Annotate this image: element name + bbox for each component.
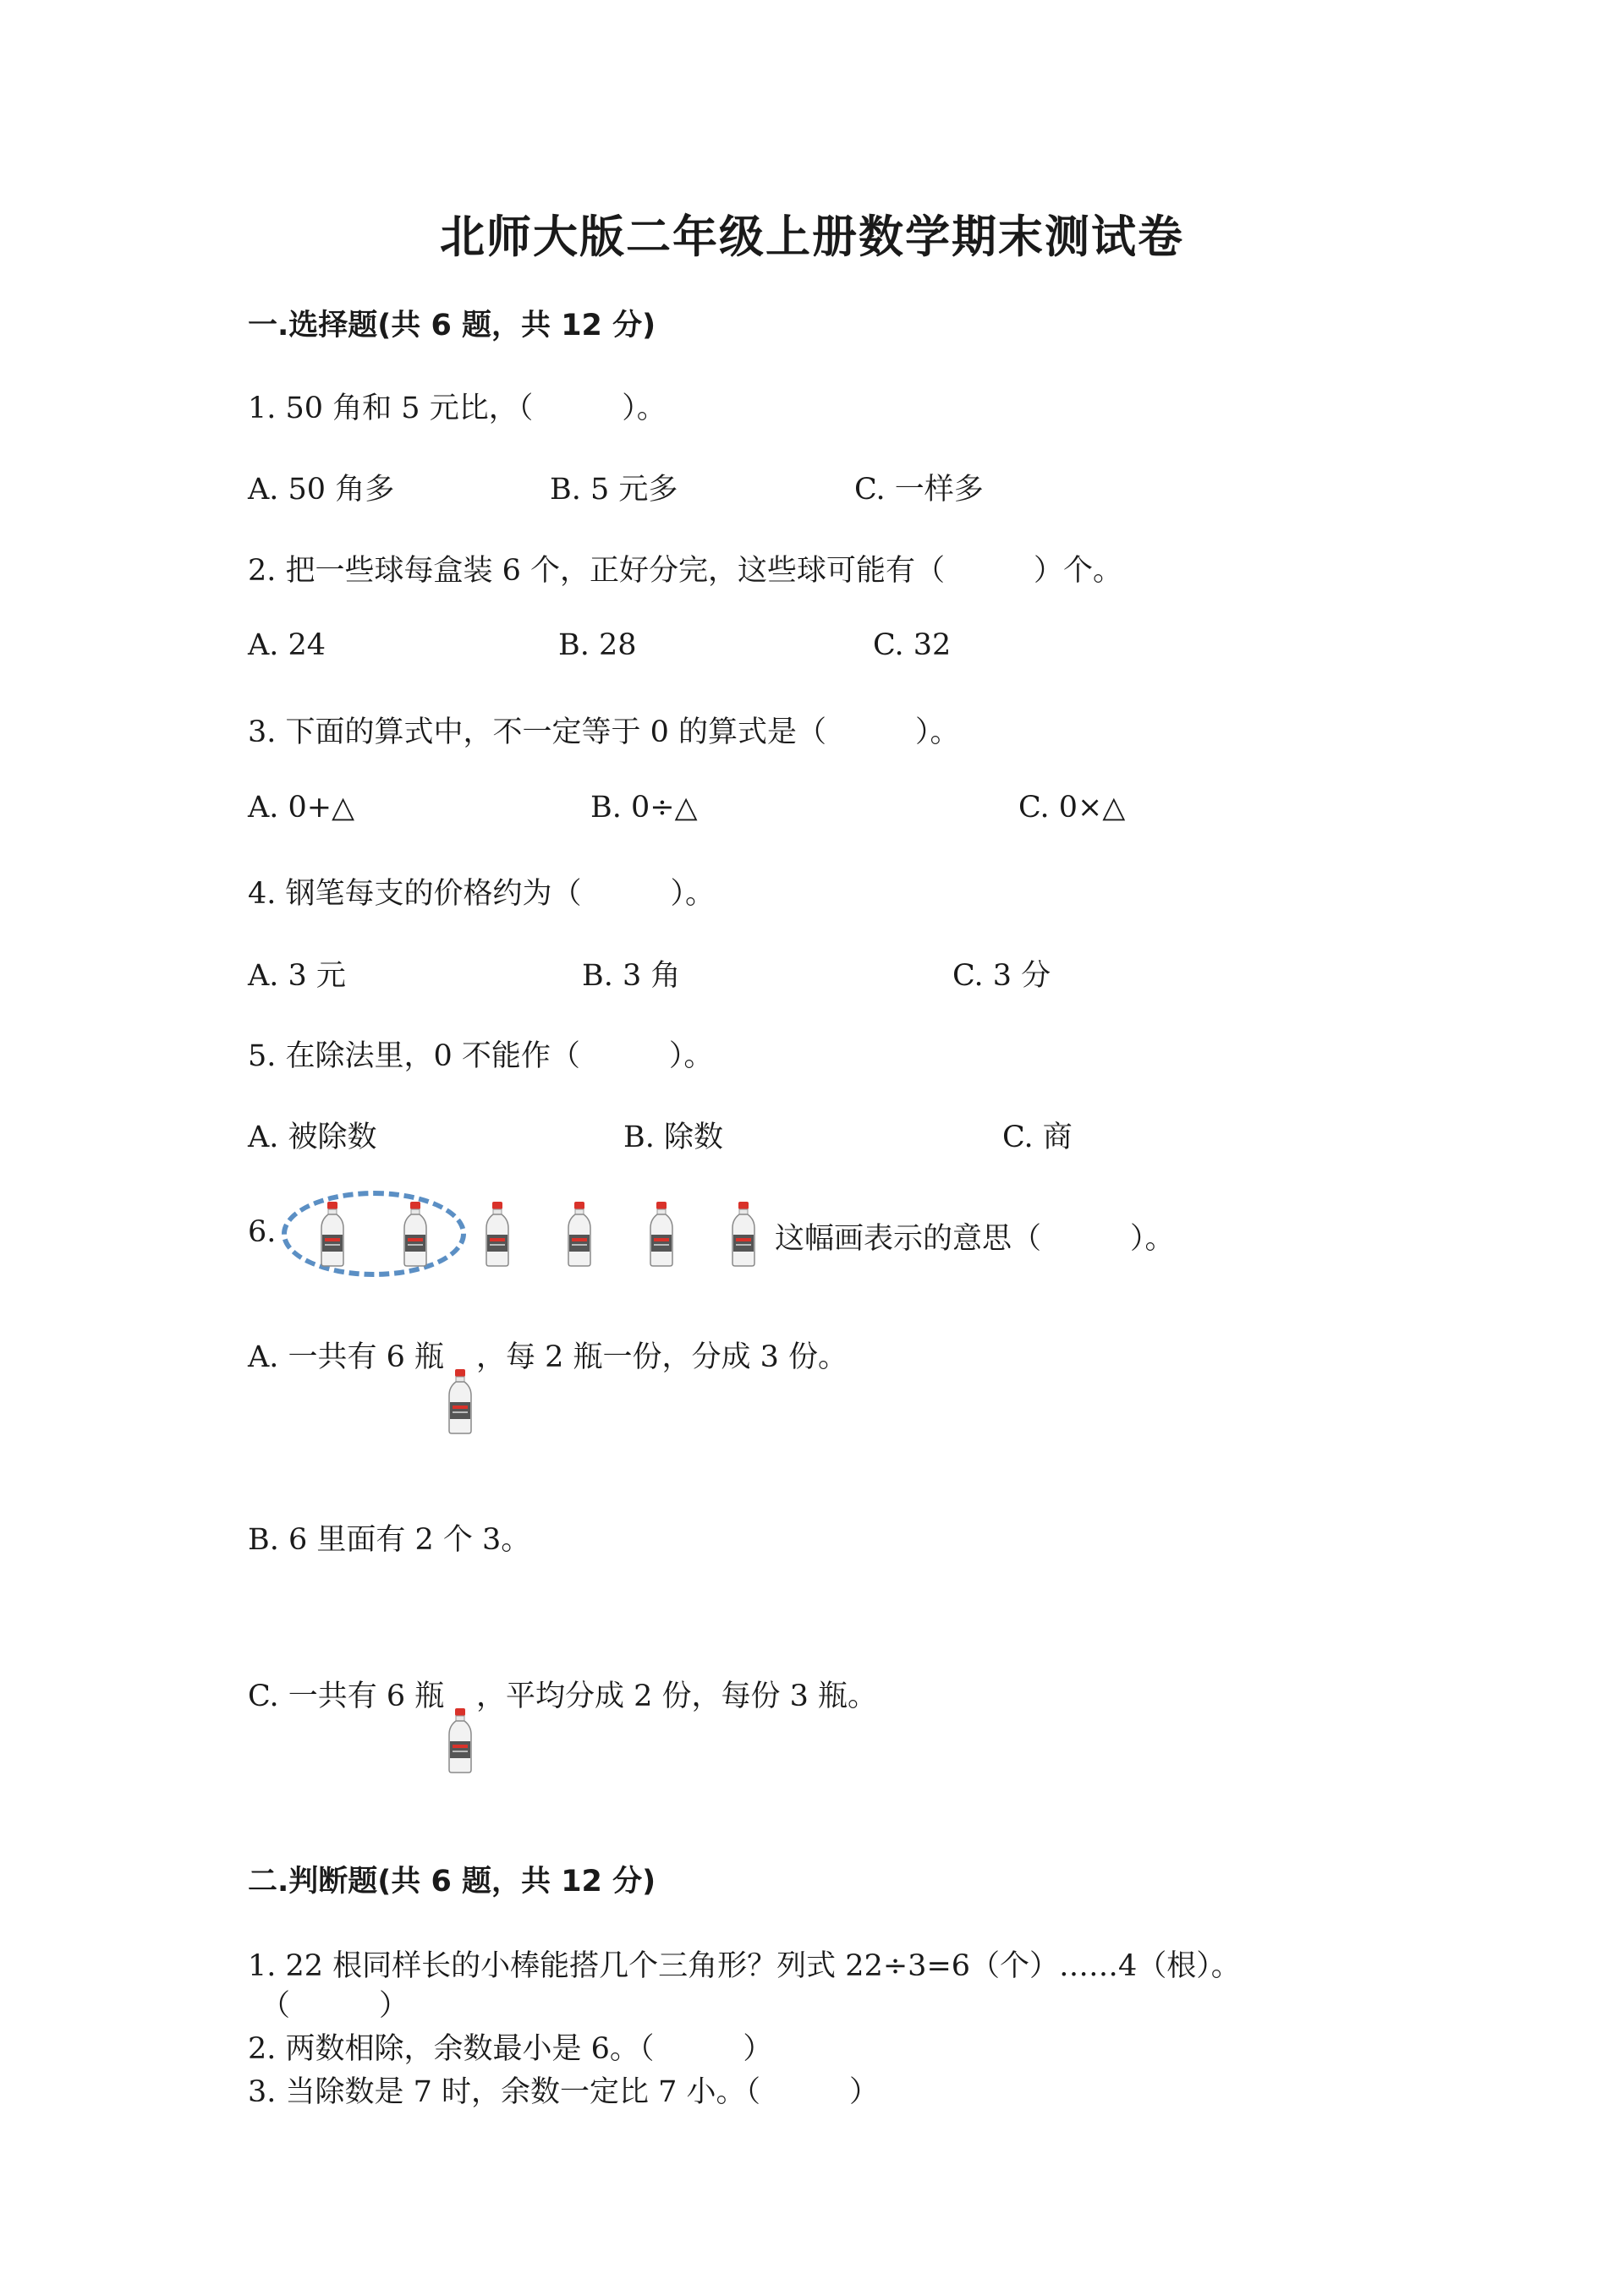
judgement-1: 1. 22 根同样长的小棒能搭几个三角形？列式 22÷3=6（个）……4（根）。	[248, 1949, 1241, 1983]
water-bottle-icon	[565, 1201, 594, 1267]
water-bottle-icon	[318, 1201, 347, 1267]
question-5-option-b: B. 除数	[623, 1121, 723, 1154]
question-6-number: 6.	[248, 1215, 277, 1249]
question-6-option-c-end: ，平均分成 2 份，每份 3 瓶。	[476, 1680, 878, 1713]
question-6-option-b: B. 6 里面有 2 个 3。	[248, 1523, 531, 1557]
question-2-option-b: B. 28	[558, 628, 637, 662]
question-4-option-b: B. 3 角	[582, 959, 681, 993]
question-6-option-a-start: A. 一共有 6 瓶	[248, 1340, 445, 1374]
question-3-option-b: B. 0÷△	[590, 791, 698, 825]
section-heading-judgement: 二.判断题(共 6 题，共 12 分)	[248, 1865, 656, 1899]
judgement-1-answer: （ ）	[261, 1989, 409, 2023]
question-4: 4. 钢笔每支的价格约为（ ）。	[248, 877, 716, 911]
judgement-2: 2. 两数相除，余数最小是 6。（ ）	[248, 2032, 773, 2066]
section-heading-choice: 一.选择题(共 6 题，共 12 分)	[248, 309, 656, 342]
water-bottle-icon	[729, 1201, 758, 1267]
question-3-option-c: C. 0×△	[1018, 791, 1126, 825]
water-bottle-icon	[446, 1368, 475, 1434]
question-1-option-b: B. 5 元多	[550, 473, 678, 507]
question-1-option-a: A. 50 角多	[248, 473, 395, 507]
water-bottle-icon	[446, 1707, 475, 1773]
question-6: 这幅画表示的意思（ ）。	[775, 1222, 1175, 1256]
question-6-option-a-end: ，每 2 瓶一份，分成 3 份。	[476, 1340, 848, 1374]
page-title: 北师大版二年级上册数学期末测试卷	[440, 211, 1184, 263]
dashed-group-circle	[282, 1191, 466, 1277]
judgement-3: 3. 当除数是 7 时，余数一定比 7 小。（ ）	[248, 2075, 880, 2109]
water-bottle-icon	[401, 1201, 430, 1267]
question-5: 5. 在除法里，0 不能作（ ）。	[248, 1039, 714, 1073]
question-1: 1. 50 角和 5 元比，（ ）。	[248, 392, 667, 425]
water-bottle-icon	[647, 1201, 676, 1267]
question-2-option-c: C. 32	[873, 628, 952, 662]
question-5-option-c: C. 商	[1002, 1121, 1073, 1154]
question-4-option-a: A. 3 元	[248, 959, 346, 993]
question-1-option-c: C. 一样多	[854, 473, 984, 507]
question-5-option-a: A. 被除数	[248, 1121, 377, 1154]
question-2: 2. 把一些球每盒装 6 个，正好分完，这些球可能有（ ）个。	[248, 554, 1123, 588]
question-6-option-c-start: C. 一共有 6 瓶	[248, 1680, 445, 1713]
question-3-option-a: A. 0+△	[248, 791, 355, 825]
question-4-option-c: C. 3 分	[952, 959, 1051, 993]
water-bottle-icon	[483, 1201, 512, 1267]
question-2-option-a: A. 24	[248, 628, 326, 662]
question-3: 3. 下面的算式中，不一定等于 0 的算式是（ ）。	[248, 715, 960, 749]
